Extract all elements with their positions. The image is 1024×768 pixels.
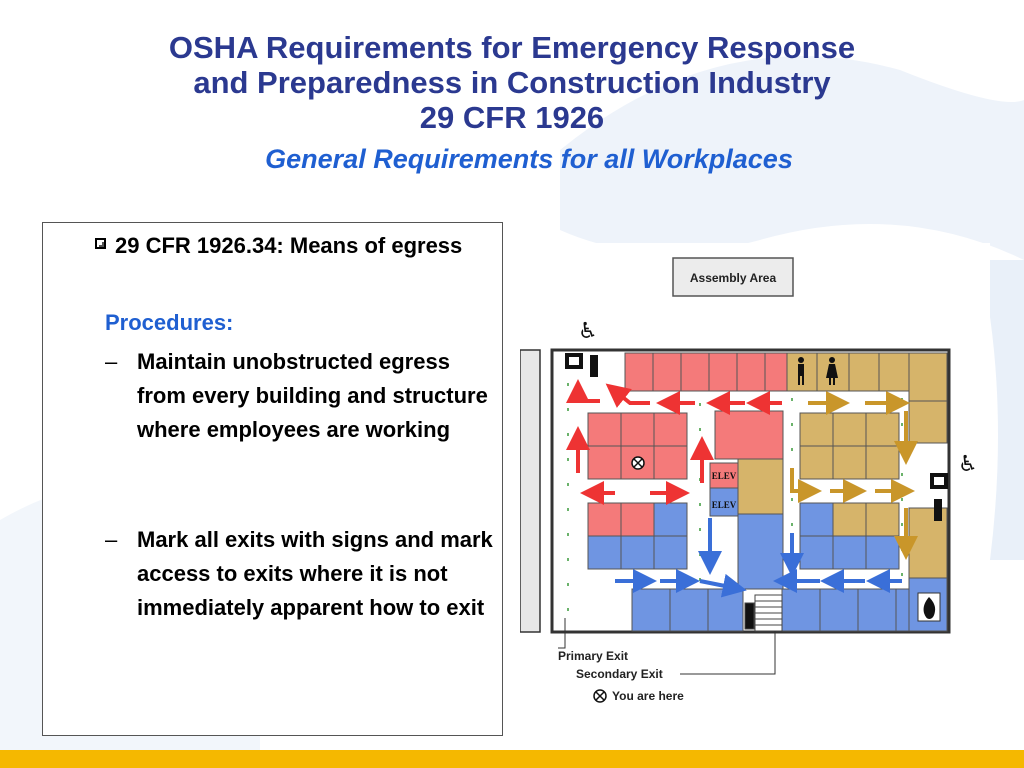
procedure-item-text: Mark all exits with signs and mark access to exits where it is not immediately apparent how to exit — [137, 527, 493, 620]
slide-title — [0, 30, 1024, 175]
wheelchair-icon — [958, 452, 978, 477]
procedure-item-text: Maintain unobstructed egress from every building and structure where employees are working — [137, 349, 488, 442]
title-line-1: OSHA Requirements for Emergency Response — [168, 30, 856, 65]
elevator-label: ELEV — [711, 500, 737, 510]
left-lower-block — [588, 503, 687, 569]
dash-bullet-icon: – — [105, 349, 118, 374]
slide-subtitle: General Requirements for all Workplaces — [265, 144, 793, 174]
bullet-text: 29 CFR 1926.34: Means of egress — [115, 233, 463, 258]
svg-text:♿: ♿ — [578, 319, 598, 344]
assembly-area — [673, 258, 793, 296]
title-line-3: 29 CFR 1926 — [419, 100, 605, 135]
you-are-here-marker — [632, 457, 644, 469]
elevator-label: ELEV — [711, 471, 737, 481]
wheelchair-icon — [578, 319, 598, 344]
fire-extinguisher-icon — [918, 593, 940, 621]
dash-bullet-icon: – — [105, 527, 118, 552]
bottom-accent-bar — [0, 750, 1024, 768]
procedure-item-2 — [105, 523, 497, 625]
procedures-label: Procedures: — [105, 310, 234, 335]
you-are-here-label: You are here — [612, 689, 684, 703]
primary-exit-label: Primary Exit — [558, 649, 629, 663]
text-box — [42, 222, 503, 736]
checkbox-bullet-icon — [95, 238, 106, 249]
procedure-item-1 — [105, 345, 497, 447]
svg-text:♿: ♿ — [958, 452, 978, 477]
bullet-means-of-egress — [105, 231, 493, 261]
evacuation-floor-plan — [520, 243, 990, 713]
assembly-area-label: Assembly Area — [689, 271, 777, 285]
right-lower-block — [800, 503, 947, 578]
title-line-2: and Preparedness in Construction Industry — [193, 65, 831, 100]
secondary-exit-label: Secondary Exit — [576, 667, 663, 681]
